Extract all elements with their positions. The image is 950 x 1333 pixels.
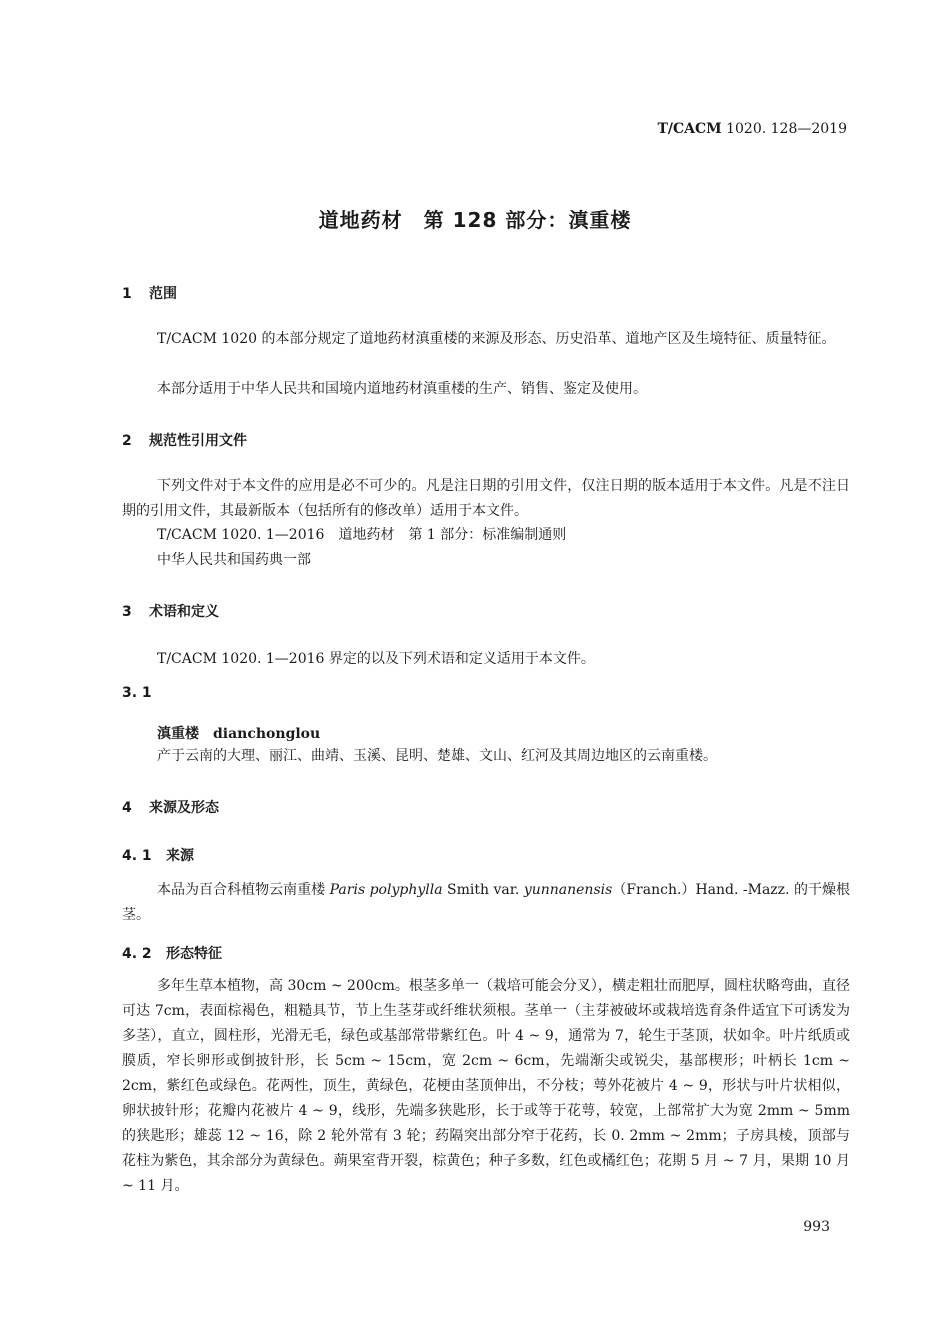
section-3-heading: 3 术语和定义 (122, 604, 219, 620)
morphology-paragraph: 多年生草本植物，高 30cm ~ 200cm。根茎多单一（栽培可能会分叉），横走粗壮而肥厚，圆柱状略弯曲，直径可达 7cm，表面棕褐色，粗糙具节，节上生茎芽或纤维状须根。茎单一（主芽被破坏或栽培选育条件适宜下可诱发为多茎），直立，圆柱形，光滑无毛，绿色或基部常带紫红色。叶 4 ~ 9，通常为 7，轮生于茎顶，状如伞。叶片纸质或膜质，窄长卵形或倒披针形，长 5cm ~ 15cm，宽 2cm ~ 6cm，先端渐尖或锐尖，基部楔形；叶柄长 1cm ~ 2cm，紫红色或绿色。花两性，顶生，黄绿色，花梗由茎顶伸出，不分枝；萼外花被片 4 ~ 9，形状与叶片状相似，卵状披针形；花瓣内花被片 4 ~ 9，线形，先端多狭匙形，长于或等于花萼，较宽，上部常扩大为宽 2mm ~ 5mm 的狭匙形；雄蕊 12 ~ 16，除 2 轮外常有 3 轮；药隔突出部分窄于花药，长 0. 2mm ~ 2mm；子房具棱，顶部与花柱为紫色，其余部分为黄绿色。蒴果室背开裂，棕黄色；种子多数，红色或橘红色；花期 5 月 ~ 7 月，果期 10 月 ~ 11 月。 (122, 978, 850, 1194)
section-1-paragraph-1: T/CACM 1020 的本部分规定了道地药材滇重楼的来源及形态、历史沿革、道地产区及生境特征、质量特征。 (157, 331, 836, 347)
section-1-paragraph-2: 本部分适用于中华人民共和国境内道地药材滇重楼的生产、销售、鉴定及使用。 (157, 381, 647, 397)
section-2-heading: 2 规范性引用文件 (122, 433, 247, 449)
standard-code: T/CACM 1020. 128—2019 (657, 121, 847, 137)
page-title: 道地药材 第 128 部分：滇重楼 (318, 208, 632, 232)
section-4-heading: 4 来源及形态 (122, 800, 219, 816)
reference-2: 中华人民共和国药典一部 (157, 552, 311, 568)
section-3-paragraph-1: T/CACM 1020. 1—2016 界定的以及下列术语和定义适用于本文件。 (157, 651, 595, 667)
page-number: 993 (803, 1219, 830, 1235)
source-paragraph: 本品为百合科植物云南重楼 Paris polyphylla Smith var. yunnanensis（Franch.）Hand. -Mazz. 的干燥根茎。 (122, 882, 851, 923)
subsection-4-2-heading: 4. 2 形态特征 (122, 946, 222, 962)
latin-genus-species: Paris polyphylla (329, 882, 443, 898)
term-definition: 产于云南的大理、丽江、曲靖、玉溪、昆明、楚雄、文山、红河及其周边地区的云南重楼。 (157, 748, 717, 764)
reference-1: T/CACM 1020. 1—2016 道地药材 第 1 部分：标准编制通则 (157, 527, 567, 543)
subsection-4-1-heading: 4. 1 来源 (122, 848, 194, 864)
term-entry: 滇重楼 dianchonglou (157, 726, 321, 742)
section-2-paragraph-1: 下列文件对于本文件的应用是必不可少的。凡是注日期的引用文件，仅注日期的版本适用于本文件。凡是不注日期的引用文件，其最新版本（包括所有的修改单）适用于本文件。 (122, 478, 850, 519)
subsection-3-1-number: 3. 1 (122, 685, 152, 701)
latin-variety: yunnanensis (523, 882, 613, 898)
section-1-heading: 1 范围 (122, 286, 177, 302)
